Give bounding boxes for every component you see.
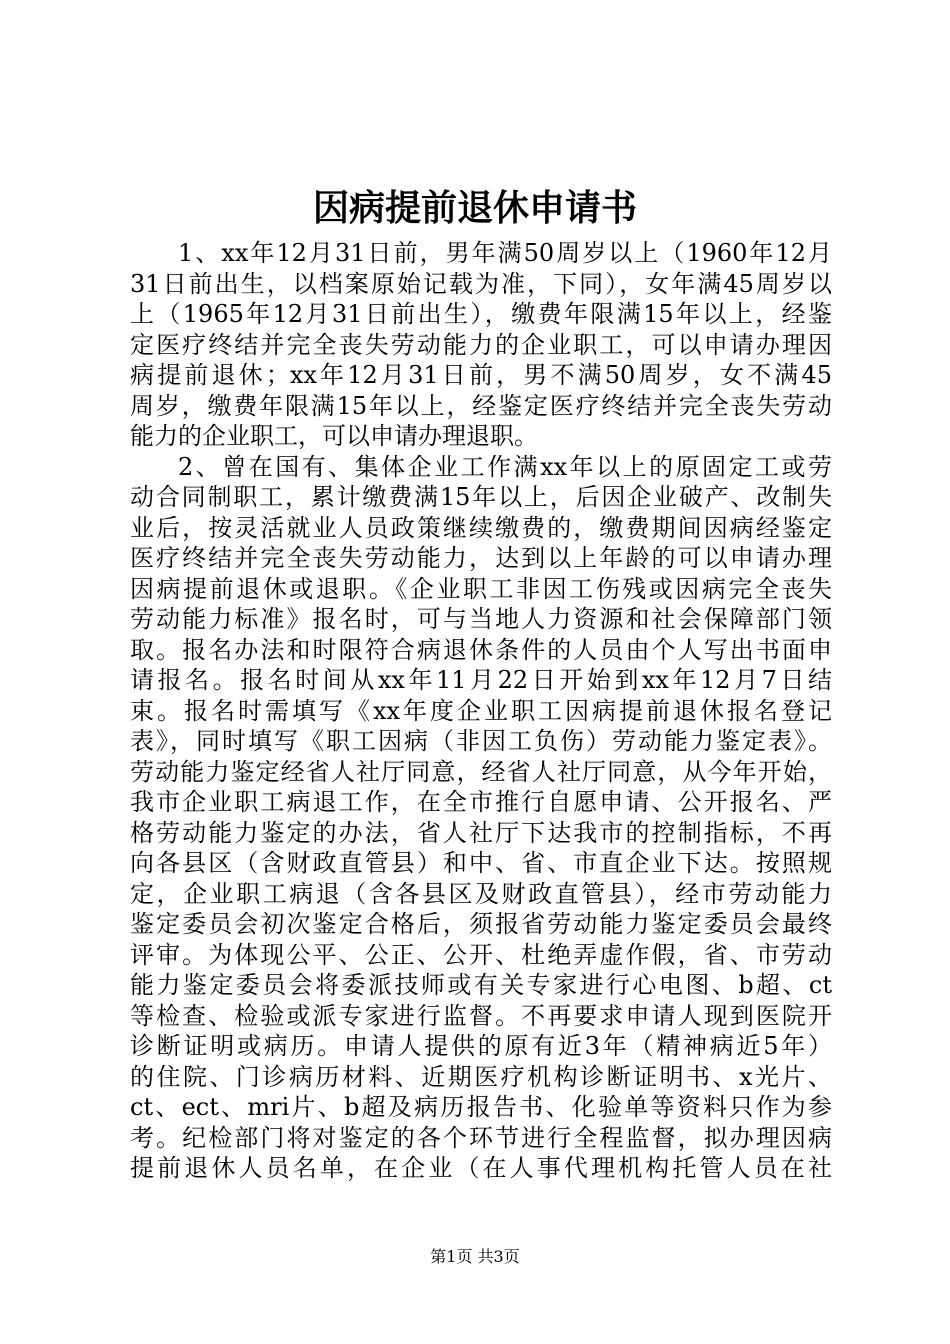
page-footer: 第1页 共3页	[430, 1247, 520, 1266]
text-line: 格劳动能力鉴定的办法，省人社厅下达我市的控制指标，不再	[130, 818, 832, 847]
text-line: 医疗终结并完全丧失劳动能力，达到以上年龄的可以申请办理	[130, 544, 832, 572]
text-line: 1、xx年12月31日前，男年满50周岁以上（1960年12月	[178, 239, 832, 267]
document-body	[130, 238, 832, 1184]
text-line: 31日前出生，以档案原始记载为准，下同），女年满45周岁以	[130, 269, 832, 298]
text-line: 请报名。报名时间从xx年11月22日开始到xx年12月7日结	[130, 666, 832, 694]
text-line: 的住院、门诊病历材料、近期医疗机构诊断证明书、x光片、	[130, 1062, 832, 1091]
text-line: 因病提前退休或退职。《企业职工非因工伤残或因病完全丧失	[130, 574, 832, 603]
text-line: 能力鉴定委员会将委派技师或有关专家进行心电图、b超、ct	[130, 971, 832, 999]
text-line: 上（1965年12月31日前出生），缴费年限满15年以上，经鉴	[130, 300, 832, 328]
document-title: 因病提前退休申请书	[312, 188, 637, 229]
text-line: 束。报名时需填写《xx年度企业职工因病提前退休报名登记	[130, 696, 832, 725]
text-line: 考。纪检部门将对鉴定的各个环节进行全程监督，拟办理因病	[130, 1123, 832, 1152]
paragraph	[130, 238, 832, 452]
text-line: 周岁，缴费年限满15年以上，经鉴定医疗终结并完全丧失劳动	[130, 391, 832, 420]
text-line: 病提前退休；xx年12月31日前，男不满50周岁，女不满45	[130, 361, 832, 389]
text-line: 动合同制职工，累计缴费满15年以上，后因企业破产、改制失	[130, 483, 832, 511]
text-line: 定医疗终结并完全丧失劳动能力的企业职工，可以申请办理因	[130, 330, 832, 359]
text-line: 劳动能力标准》报名时，可与当地人力资源和社会保障部门领	[130, 605, 832, 633]
text-line: 等检查、检验或派专家进行监督。不再要求申请人现到医院开	[130, 1001, 832, 1030]
text-line: 取。报名办法和时限符合病退休条件的人员由个人写出书面申	[130, 635, 832, 664]
text-line: 劳动能力鉴定经省人社厅同意，经省人社厅同意，从今年开始，	[130, 757, 832, 786]
text-line: 提前退休人员名单，在企业（在人事代理机构托管人员在社	[130, 1154, 832, 1182]
text-line: 鉴定委员会初次鉴定合格后，须报省劳动能力鉴定委员会最终	[130, 910, 832, 938]
text-line: 定，企业职工病退（含各县区及财政直管县），经市劳动能力	[130, 879, 832, 908]
text-line: 向各县区（含财政直管县）和中、省、市直企业下达。按照规	[130, 849, 832, 877]
text-line: 评审。为体现公平、公正、公开、杜绝弄虚作假，省、市劳动	[130, 940, 832, 969]
text-line: 2、曾在国有、集体企业工作满xx年以上的原固定工或劳	[178, 452, 832, 481]
text-line: ct、ect、mri片、b超及病历报告书、化验单等资料只作为参	[130, 1093, 832, 1121]
paragraph	[130, 452, 832, 1184]
text-line: 诊断证明或病历。申请人提供的原有近3年（精神病近5年）	[130, 1032, 832, 1060]
text-line: 业后，按灵活就业人员政策继续缴费的，缴费期间因病经鉴定	[130, 513, 832, 542]
text-line: 表》，同时填写《职工因病（非因工负伤）劳动能力鉴定表》。	[130, 727, 832, 755]
text-line: 我市企业职工病退工作，在全市推行自愿申请、公开报名、严	[130, 788, 832, 816]
text-line: 能力的企业职工，可以申请办理退职。	[130, 422, 538, 450]
